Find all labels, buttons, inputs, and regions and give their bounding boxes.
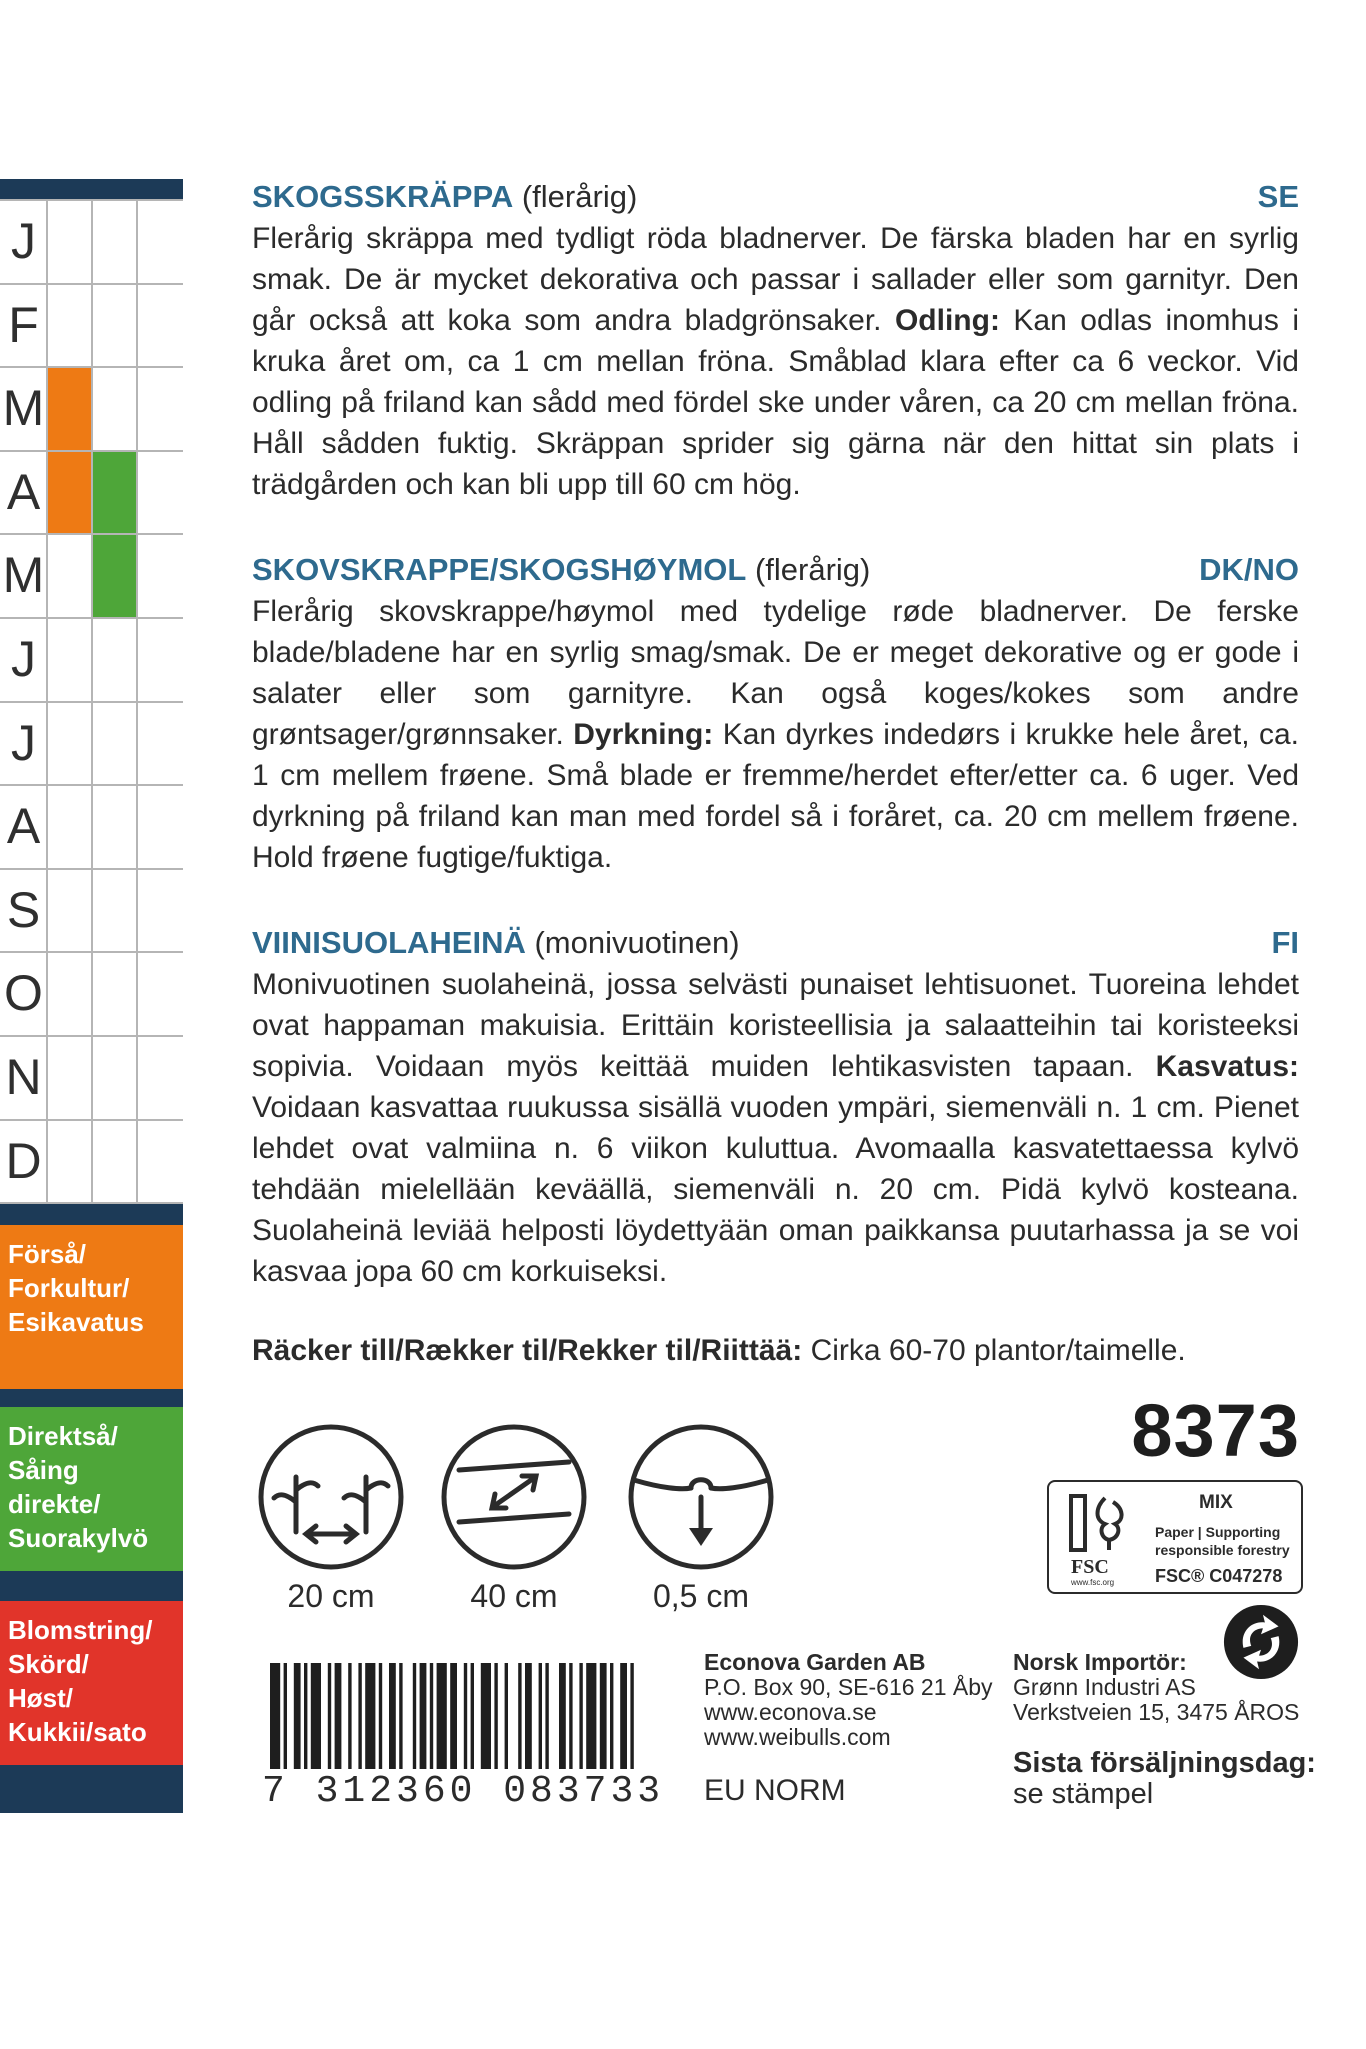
calendar-cell — [47, 200, 91, 283]
yield-label: Räcker till/Rækker til/Rekker til/Riittää: — [252, 1334, 803, 1367]
plant-subtitle: (flerårig) — [513, 179, 638, 214]
calendar-cell — [47, 785, 91, 868]
legend-harvest-line: Blomstring/ — [8, 1615, 153, 1645]
calendar-cell — [137, 200, 181, 283]
calendar-cell — [92, 702, 136, 785]
company-name: Econova Garden AB — [704, 1649, 926, 1675]
legend-sow-line: Forkultur/ — [8, 1273, 130, 1303]
legend-sow-line: Esikavatus — [8, 1307, 144, 1337]
row-spacing-label: 40 cm — [470, 1578, 558, 1614]
section-body — [252, 218, 1299, 505]
barcode-bar — [335, 1663, 342, 1769]
row-spacing-icon — [439, 1422, 589, 1572]
barcode-bar — [399, 1663, 402, 1769]
month-letter: A — [6, 798, 41, 855]
calendar-cell — [92, 367, 136, 450]
yield-line — [252, 1330, 1186, 1372]
barcode-bar — [464, 1663, 467, 1769]
barcode-bar — [437, 1663, 447, 1769]
month-letter: N — [5, 1049, 42, 1105]
calendar-cell — [137, 367, 181, 450]
plant-name: SKOVSKRAPPE/SKOGSHØYMOL — [252, 552, 747, 587]
legend-harvest-line: Kukkii/sato — [8, 1717, 147, 1747]
barcode-bar — [525, 1663, 532, 1769]
importer-address — [1013, 1650, 1299, 1725]
section-heading — [252, 922, 1299, 964]
barcode-bar — [304, 1663, 307, 1769]
barcode-bar — [413, 1663, 416, 1769]
calendar-grid — [0, 200, 183, 1204]
barcode-bar — [505, 1663, 508, 1769]
barcode-bar — [586, 1663, 596, 1769]
body-bold: Kasvatus: — [1155, 1050, 1299, 1083]
calendar-cell — [92, 200, 136, 283]
calendar-cell — [137, 952, 181, 1035]
calendar-cell — [137, 1036, 181, 1119]
section-body — [252, 591, 1299, 878]
month-letter: O — [4, 965, 43, 1022]
body-text: Kan dyrkes indedørs i krukke hele året, ca. 1 cm mellem frøene. Små blade er fremme/herdet efter/etter ca. 6 uger. Ved dyrkning på friland kan man med fordel så i foråret, ca. 20 cm mellem frøene. Hold frøene fugtige/fuktiga. — [252, 718, 1299, 874]
fsc-certification — [1047, 1480, 1303, 1594]
barcode-bar — [471, 1663, 474, 1769]
calendar-cell — [47, 284, 91, 367]
month-letter: D — [5, 1132, 42, 1189]
barcode-bar — [620, 1663, 627, 1769]
section-body — [252, 964, 1299, 1292]
barcode-bar — [545, 1663, 548, 1769]
barcode-bar — [600, 1663, 607, 1769]
calendar-cell — [47, 1036, 91, 1119]
calendar-cell — [92, 534, 136, 617]
section-heading — [252, 549, 1299, 591]
company-website: www.econova.se — [704, 1699, 877, 1725]
calendar-cell — [137, 451, 181, 534]
barcode-bar — [518, 1663, 521, 1769]
product-number: 8373 — [1131, 1389, 1300, 1472]
calendar-cell — [47, 367, 91, 450]
fsc-text: responsible forestry — [1155, 1542, 1290, 1558]
calendar-cell — [47, 1120, 91, 1203]
month-letter: S — [6, 881, 41, 938]
calendar-cell — [92, 1120, 136, 1203]
last-sale-date-label: Sista försäljningsdag: — [1013, 1747, 1316, 1779]
fsc-code: FSC® C047278 — [1155, 1566, 1283, 1586]
section-se — [252, 176, 1299, 505]
fsc-text: Paper | Supporting — [1155, 1524, 1281, 1540]
fsc-tree-icon — [1065, 1490, 1139, 1556]
importer-title: Norsk Importör: — [1013, 1649, 1187, 1675]
calendar-cell — [47, 618, 91, 701]
body-text: Kan odlas inomhus i kruka året om, ca 1 cm mellan fröna. Småblad klara efter ca 6 veckor. Vid odling på friland kan sådd med fördel ske under våren, ca 20 cm mellan fröna. Håll sådden fuktig. Skräppan sprider sig gärna när den hittat sin plats i trädgården och kan bli upp till 60 cm hög. — [252, 304, 1299, 501]
barcode-bar — [610, 1663, 613, 1769]
body-text: Flerårig skräppa med tydligt röda bladnerver. De färska bladen har en syrlig smak. De är mycket dekorativa och passar i sallader eller som garnityr. Den går också att koka som andra bladgrönsaker. — [252, 222, 1299, 337]
body-text: Monivuotinen suolaheinä, jossa selvästi punaiset lehtisuonet. Tuoreina lehdet ovat happaman makuisia. Erittäin koristeellisia ja salaatteihin tai koristeeksi sopivia. Voidaan myös keittää muiden lehtikasvisten tapaan. — [252, 968, 1299, 1083]
sowing-depth-label: 0,5 cm — [652, 1578, 750, 1614]
barcode-bar — [481, 1663, 491, 1769]
language-code: DK/NO — [1199, 552, 1299, 587]
month-letter: A — [6, 463, 41, 520]
month-letter: J — [11, 714, 36, 771]
section-heading — [252, 176, 1299, 218]
barcode-bar — [494, 1663, 497, 1769]
barcode-digits: 7 312360 083733 — [262, 1770, 665, 1813]
legend-direct-line: Såing — [8, 1455, 79, 1485]
section-dk-no — [252, 549, 1299, 878]
plant-subtitle: (flerårig) — [746, 552, 871, 587]
calendar-cell — [47, 702, 91, 785]
grid-line — [136, 200, 138, 1204]
legend-direct-line: Direktså/ — [8, 1421, 118, 1451]
barcode-bar — [311, 1663, 321, 1769]
barcode-bar — [294, 1663, 301, 1769]
calendar-cell — [137, 702, 181, 785]
legend-direct-line: direkte/ — [8, 1489, 101, 1519]
barcode-bar — [579, 1663, 582, 1769]
barcode-bar — [284, 1663, 287, 1769]
body-bold: Odling: — [894, 304, 1000, 337]
fsc-mix: MIX — [1199, 1492, 1233, 1513]
barcode-bar — [420, 1663, 427, 1769]
calendar-cell — [137, 785, 181, 868]
barcode-bar — [569, 1663, 572, 1769]
language-code: FI — [1271, 925, 1299, 960]
body-bold: Dyrkning: — [573, 718, 714, 751]
calendar-cell — [137, 534, 181, 617]
month-letter: M — [2, 380, 45, 437]
fsc-url: www.fsc.org — [1071, 1578, 1115, 1587]
fsc-logo-text: FSC — [1071, 1556, 1109, 1578]
grid-line — [46, 200, 48, 1204]
calendar-cell — [92, 785, 136, 868]
month-letter: J — [11, 631, 36, 687]
legend-direct-line: Suorakylvö — [8, 1523, 149, 1553]
eu-norm: EU NORM — [704, 1774, 846, 1807]
calendar-cell — [137, 618, 181, 701]
sowing-calendar — [0, 179, 183, 1813]
calendar-cell — [137, 284, 181, 367]
calendar-cell — [47, 534, 91, 617]
barcode-bar — [389, 1663, 396, 1769]
plant-name: VIINISUOLAHEINÄ — [252, 925, 526, 960]
importer-name: Grønn Industri AS — [1013, 1674, 1196, 1700]
company-postal: P.O. Box 90, SE-616 21 Åby — [704, 1674, 993, 1700]
barcode-bar — [328, 1663, 331, 1769]
plant-spacing-icon — [256, 1422, 406, 1572]
barcode-bar — [348, 1663, 351, 1769]
month-letter: F — [8, 296, 39, 353]
calendar-cell — [137, 869, 181, 952]
calendar-cell — [92, 1036, 136, 1119]
section-fi — [252, 922, 1299, 1292]
legend-sow-line: Förså/ — [8, 1239, 87, 1269]
barcode-bar — [559, 1663, 566, 1769]
legend-sow — [0, 1225, 183, 1389]
barcode-bar — [539, 1663, 542, 1769]
calendar-cell — [92, 451, 136, 534]
calendar-cell — [47, 869, 91, 952]
company-website: www.weibulls.com — [704, 1724, 891, 1750]
legend-direct — [0, 1407, 183, 1571]
grid-line — [91, 200, 93, 1204]
calendar-cell — [47, 952, 91, 1035]
legend-harvest-line: Høst/ — [8, 1683, 73, 1713]
barcode-bar — [430, 1663, 433, 1769]
plant-name: SKOGSSKRÄPPA — [252, 179, 514, 214]
barcode-bar — [270, 1663, 280, 1769]
yield-value: Cirka 60-70 plantor/taimelle. — [802, 1334, 1186, 1367]
language-code: SE — [1257, 179, 1299, 214]
sowing-depth-icon — [626, 1422, 776, 1572]
calendar-cell — [92, 869, 136, 952]
legend-harvest-line: Skörd/ — [8, 1649, 89, 1679]
importer-street: Verkstveien 15, 3475 ÅROS — [1013, 1699, 1300, 1725]
calendar-cell — [92, 618, 136, 701]
legend-harvest — [0, 1601, 183, 1765]
barcode-bar — [358, 1663, 361, 1769]
barcode-bar — [365, 1663, 375, 1769]
plant-spacing-label: 20 cm — [287, 1578, 375, 1614]
calendar-cell — [92, 952, 136, 1035]
company-address — [704, 1650, 993, 1750]
barcode-bar — [630, 1663, 633, 1769]
calendar-cell — [92, 284, 136, 367]
body-text: Flerårig skovskrappe/høymol med tydelige røde bladnerver. De ferske blade/bladene har en syrlig smag/smak. De er meget dekorative og er gode i salater eller som garnityre. Kan også koges/kokes som andre grøntsager/grønnsaker. — [252, 595, 1299, 751]
last-sale-date-value: se stämpel — [1013, 1778, 1154, 1810]
barcode-bar — [450, 1663, 457, 1769]
month-letter: M — [2, 547, 45, 604]
calendar-cell — [47, 451, 91, 534]
plant-subtitle: (monivuotinen) — [525, 925, 740, 960]
body-text: Voidaan kasvattaa ruukussa sisällä vuoden ympäri, siemenväli n. 1 cm. Pienet lehdet ovat valmiina n. 6 viikon kuluttua. Avomaalla kasvatettaessa kylvö tehdään mielellään keväällä, siemenväli n. 20 cm. Pidä kylvö kosteana. Suolaheinä leviää helposti löydettyään oman paikkansa puutarhassa ja se voi kasvaa jopa 60 cm korkuiseksi. — [252, 1091, 1299, 1288]
month-letter: J — [11, 213, 36, 269]
calendar-cell — [137, 1120, 181, 1203]
barcode-bar — [379, 1663, 382, 1769]
